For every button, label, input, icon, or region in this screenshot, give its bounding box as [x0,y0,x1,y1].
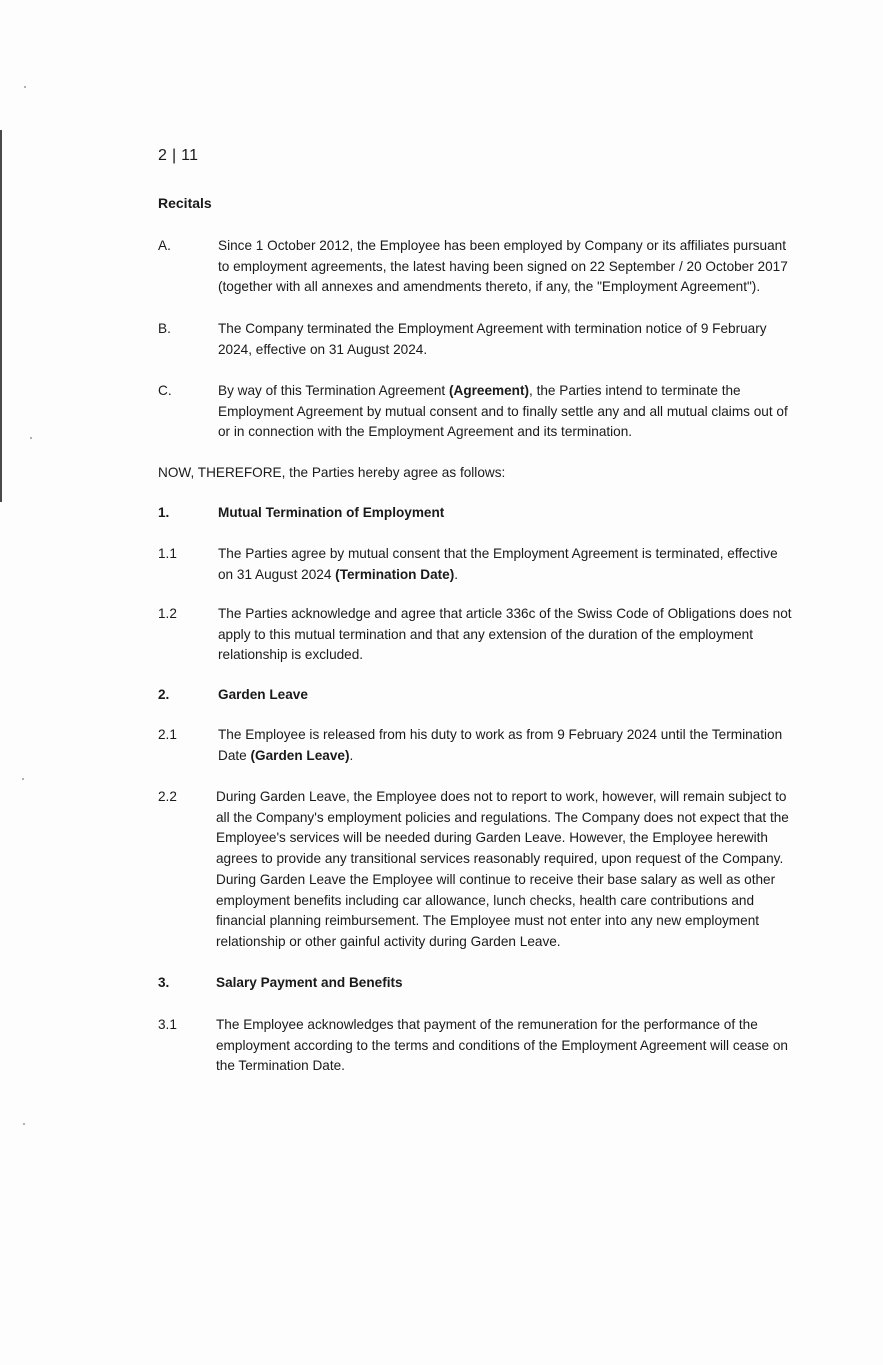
recital-text [218,381,793,443]
section-2-heading [158,685,798,706]
clause-text: During Garden Leave, the Employee does not to report to work, however, will remain subject to all the Company's employment policies and regulations. The Company does not expect that the Employee's services will be needed during Garden Leave. However, the Employee herewith agrees to provide any transitional services reasonably required, upon request of the Company. During Garden Leave the Employee will continue to receive their base salary as well as other employment benefits including car allowance, lunch checks, health care contributions and financial planning reimbursement. The Employee must not enter into any new employment relationship or other gainful activity during Garden Leave. [216,789,789,949]
section-title: Mutual Termination of Employment [218,505,445,520]
clause-text [218,544,793,585]
clause-3-1 [158,1015,798,1077]
clause-number: 1.2 [158,606,177,621]
recital-label: A. [158,238,171,253]
section-1-heading [158,503,798,524]
recital-c [158,381,798,443]
recital-b [158,319,798,360]
clause-2-1 [158,725,798,766]
agreement-intro: NOW, THEREFORE, the Parties hereby agree as follows: [158,465,506,480]
recital-text-part: , the Parties intend to terminate the Employment Agreement by mutual consent and to finally settle any and all mutual claims out of or in connection with the Employment Agreement and its termination. [218,383,788,440]
recital-a [158,236,798,298]
clause-text [218,725,793,766]
defined-term: (Agreement) [448,383,530,398]
section-number: 3. [158,975,170,990]
clause-text: The Employee acknowledges that payment of the remuneration for the performance of the employment according to the terms and conditions of the Employment Agreement will cease on the Termination Date. [216,1017,788,1074]
scan-speck [22,778,24,780]
recital-text-part: By way of this Termination Agreement [218,383,449,398]
section-number: 1. [158,505,170,520]
clause-1-1 [158,544,798,585]
recital-label: C. [158,383,172,398]
scan-speck [30,437,32,439]
clause-number: 1.1 [158,546,177,561]
page-number: 2 | 11 [158,147,199,164]
clause-number: 2.2 [158,789,177,804]
clause-text-part: . [349,747,354,763]
clause-text-part: The Employee is released from his duty to work as from 9 February 2024 until the Termination Date [218,727,783,763]
clause-text-part: The Parties agree by mutual consent that the Employment Agreement is terminated, effective on 31 August 2024 [218,546,778,582]
clause-text: The Parties acknowledge and agree that article 336c of the Swiss Code of Obligations does not apply to this mutual termination and that any extension of the duration of the employment relationship is excluded. [218,606,792,663]
clause-number: 2.1 [158,727,177,742]
clause-text-part: . [454,566,459,582]
scan-edge-mark [0,130,2,502]
recital-text: The Company terminated the Employment Agreement with termination notice of 9 February 2024, effective on 31 August 2024. [218,321,767,357]
section-3-heading [158,973,798,994]
defined-term: (Garden Leave) [250,747,350,763]
recitals-heading: Recitals [158,195,212,211]
recital-text: Since 1 October 2012, the Employee has been employed by Company or its affiliates pursuant to employment agreements, the latest having been signed on 22 September / 20 October 2017 (together with all annexes and amendments thereto, if any, the "Employment Agreement"). [218,238,788,295]
defined-term: (Termination Date) [335,566,455,582]
section-title: Garden Leave [218,687,308,702]
scan-speck [23,1123,25,1125]
recital-label: B. [158,321,171,336]
section-title: Salary Payment and Benefits [216,975,403,990]
clause-2-2 [158,787,798,953]
scan-speck [24,86,26,88]
section-number: 2. [158,687,170,702]
clause-1-2 [158,604,798,666]
clause-number: 3.1 [158,1017,177,1032]
